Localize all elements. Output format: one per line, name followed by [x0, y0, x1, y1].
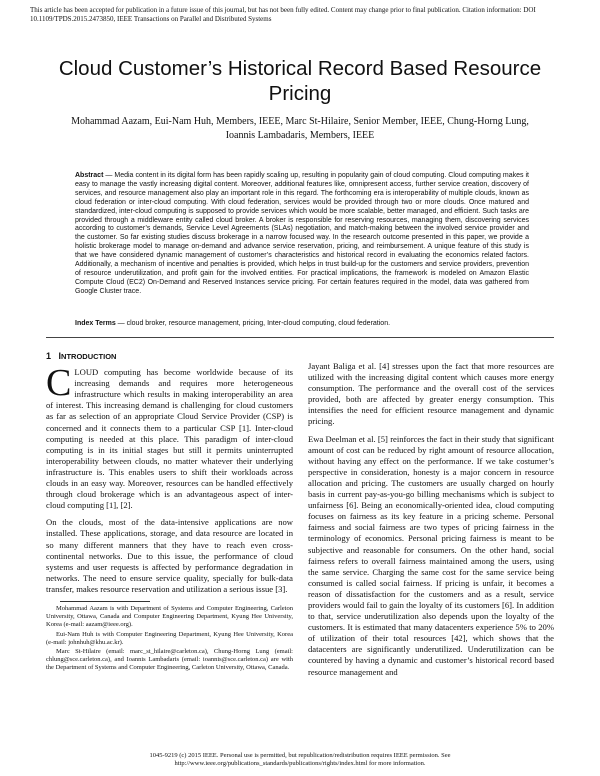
abstract-label: Abstract — [75, 172, 104, 179]
index-terms-label: Index Terms — [75, 320, 116, 327]
abstract-text: — Media content in its digital form has been rapidly scaling up, resulting in popularity gain of cloud computing. Cloud computing makes it easy to manage the vastly increasing digital content. Moreover, additional features like, omnipresent access, further service creation, discovery of services, and resource management also play an important role in this regard. The forthcoming era is interoperability of multiple clouds, known as cloud federation or inter-cloud computing. With cloud federation, services would be provided through two or more clouds. Once matured and standardized, inter-cloud computing is supposed to provide services which would be more scalable, better managed, and efficient. Such tasks are provided through a middleware entity called cloud broker. A broker is responsible for reserving resources, managing them, discovering services according to customer’s demands, Service Level Agreements (SLAs) negotiation, and match-making between the involved service provider and the customer. So far existing studies discuss brokerage in a narrow focused way. In the research outcome presented in this paper, we provide a holistic brokerage model to manage on-demand and advance service reservation, pricing, and reimbursement. A unique feature of this study is that we have considered dynamic management of customer’s characteristics and historical record in evaluating the economics related factors. Additionally, a mechanism of incentive and penalties is provided, which helps in trust build-up for the customers and service providers, prevention of resource underutilization, and profit gain for the involved entities. For practical implications, the framework is modeled on Amazon Elastic Compute Cloud (EC2) On-Demand and Reserved Instances service pricing. For certain features required in the model, data was gathered from Google Cluster trace. — [75, 172, 529, 295]
section-divider — [46, 337, 554, 338]
drop-cap: C — [46, 362, 72, 405]
intro-paragraph-2: On the clouds, most of the data-intensive applications are now installed. These applications, storage, and data resource are located in so many different manners that they have to reach even cross-continental networks. Due to this issue, the performance of cloud systems and user requests is affected by performance degradation in networks. The need to ensure service quality, specially for bulk-data transfer, makes resource reservation and utilization a serious issue [3]. — [46, 517, 293, 594]
footnote-huh: Eui-Nam Huh is with Computer Engineering Department, Kyung Hee University, Korea (e-mail: johnhuh@khu.ac.kr). — [46, 630, 293, 646]
intro-paragraph-3: Jayant Baliga et al. [4] stresses upon the fact that more resources are utilized with the increasing digital content which causes more energy consumption. The performance and the overall cost of the services provided, both are affected by greater energy consumption. This intensifies the need for efficient resource management and dynamic pricing. — [308, 361, 554, 427]
footnote-carleton-authors: Marc St-Hilaire (email: marc_st_hilaire@carleton.ca), Chung-Horng Lung (email: chlung@sce.carleton.ca), and Ioannis Lambadaris (email: ioannis@sce.carleton.ca) are with the Department of Systems and Computer Engineering, Carleton University, Ottawa, Canada. — [46, 647, 293, 672]
paper-title: Cloud Customer’s Historical Record Based Resource Pricing — [58, 57, 542, 105]
footnote-rule — [60, 601, 150, 602]
index-terms-text: — cloud broker, resource management, pricing, Inter-cloud computing, cloud federation. — [115, 320, 391, 327]
section-title-rest: NTRODUCTION — [61, 352, 117, 361]
intro-paragraph-1-text: LOUD computing has become worldwide because of its increasing demands and requires more heterogeneous infrastructure which results in making interoperability an area of interest. This increasing demand is challenging for cloud customers as far as selection of an appropriate Cloud Service Provider (CSP) is concerned and it connects them to a particular CSP [1]. Inter-cloud computing is needed at this place. This paradigm of inter-cloud computing is in its initial stages but still it permits uninterrupted interoperability between clouds, no matter whatever their underlying infrastructure is. This enables users to shift their workloads across clouds in an easy way. Moreover, resources can be handled effectively through cloud brokerage which is an advantageous aspect of inter-cloud computing [1], [2]. — [46, 367, 293, 511]
copyright-line-2: http://www.ieee.org/publications_standards/publications/rights/index.html for more information. — [174, 760, 426, 767]
left-column — [46, 351, 293, 674]
index-terms — [75, 319, 529, 328]
section-heading — [46, 351, 293, 362]
journal-header-note: This article has been accepted for publication in a future issue of this journal, but has not been fully edited. Content may change prior to final publication. Citation information: DOI 10.1109/TPDS.2015.2473850, IEEE Transactions on Parallel and Distributed Systems — [30, 6, 536, 23]
section-number: 1 — [46, 351, 52, 361]
intro-paragraph-4: Ewa Deelman et al. [5] reinforces the fact in their study that significant amount of cost can be reduced by right amount of resource allocation, without having any effect on the performance. If we take costumer’s perspective in consideration, honesty is a major concern in resource allocation and pricing. The customers are usually charged on hourly basis in current pay-as-you-go billing mechanisms which is subject to unfairness [6]. Being an economically-oriented idea, cloud computing focuses on fairness as its key feature in a pricing scheme. Personal fairness and social fairness are two types of pricing fairness in the terminology of economics. Personal pricing fairness is meant to be subjective and reasonable for consumers. On the other hand, social fairness refers to overall fairness maintained among the users, using the same service. Charging the same cost for the same service being consumed is called social fairness. If pricing is unfair, it becomes a reason of dissatisfaction for the customers and as a result, service providers would fail to gain the loyalty of its customers [6]. In addition to that, service underutilization also depends upon the loyalty of the customers. It is estimated that many datacenters experience 5% to 20% of utilization of their total resources [42], which shows that the datacenters are significantly underutilized. Underutilization can be countered by having a dynamic and customer’s historical record based resource management and — [308, 433, 554, 677]
section-initial: I — [58, 351, 62, 361]
intro-paragraph-1 — [46, 362, 293, 511]
copyright-line-1: 1045-9219 (c) 2015 IEEE. Personal use is permitted, but republication/redistribution requires IEEE permission. See — [149, 752, 451, 759]
footnote-aazam: Mohammad Aazam is with Department of Systems and Computer Engineering, Carleton University, Ottawa, Canada and Computer Engineering Department, Kyung Hee University, Korea (e-mail: aazam@ieee.org). — [46, 604, 293, 629]
copyright-footer — [40, 752, 560, 768]
right-column — [308, 361, 554, 684]
author-list: Mohammad Aazam, Eui-Nam Huh, Members, IEEE, Marc St-Hilaire, Senior Member, IEEE, Chung-Horng Lung, Ioannis Lambadaris, Members, IEEE — [71, 116, 529, 141]
abstract — [75, 172, 529, 297]
